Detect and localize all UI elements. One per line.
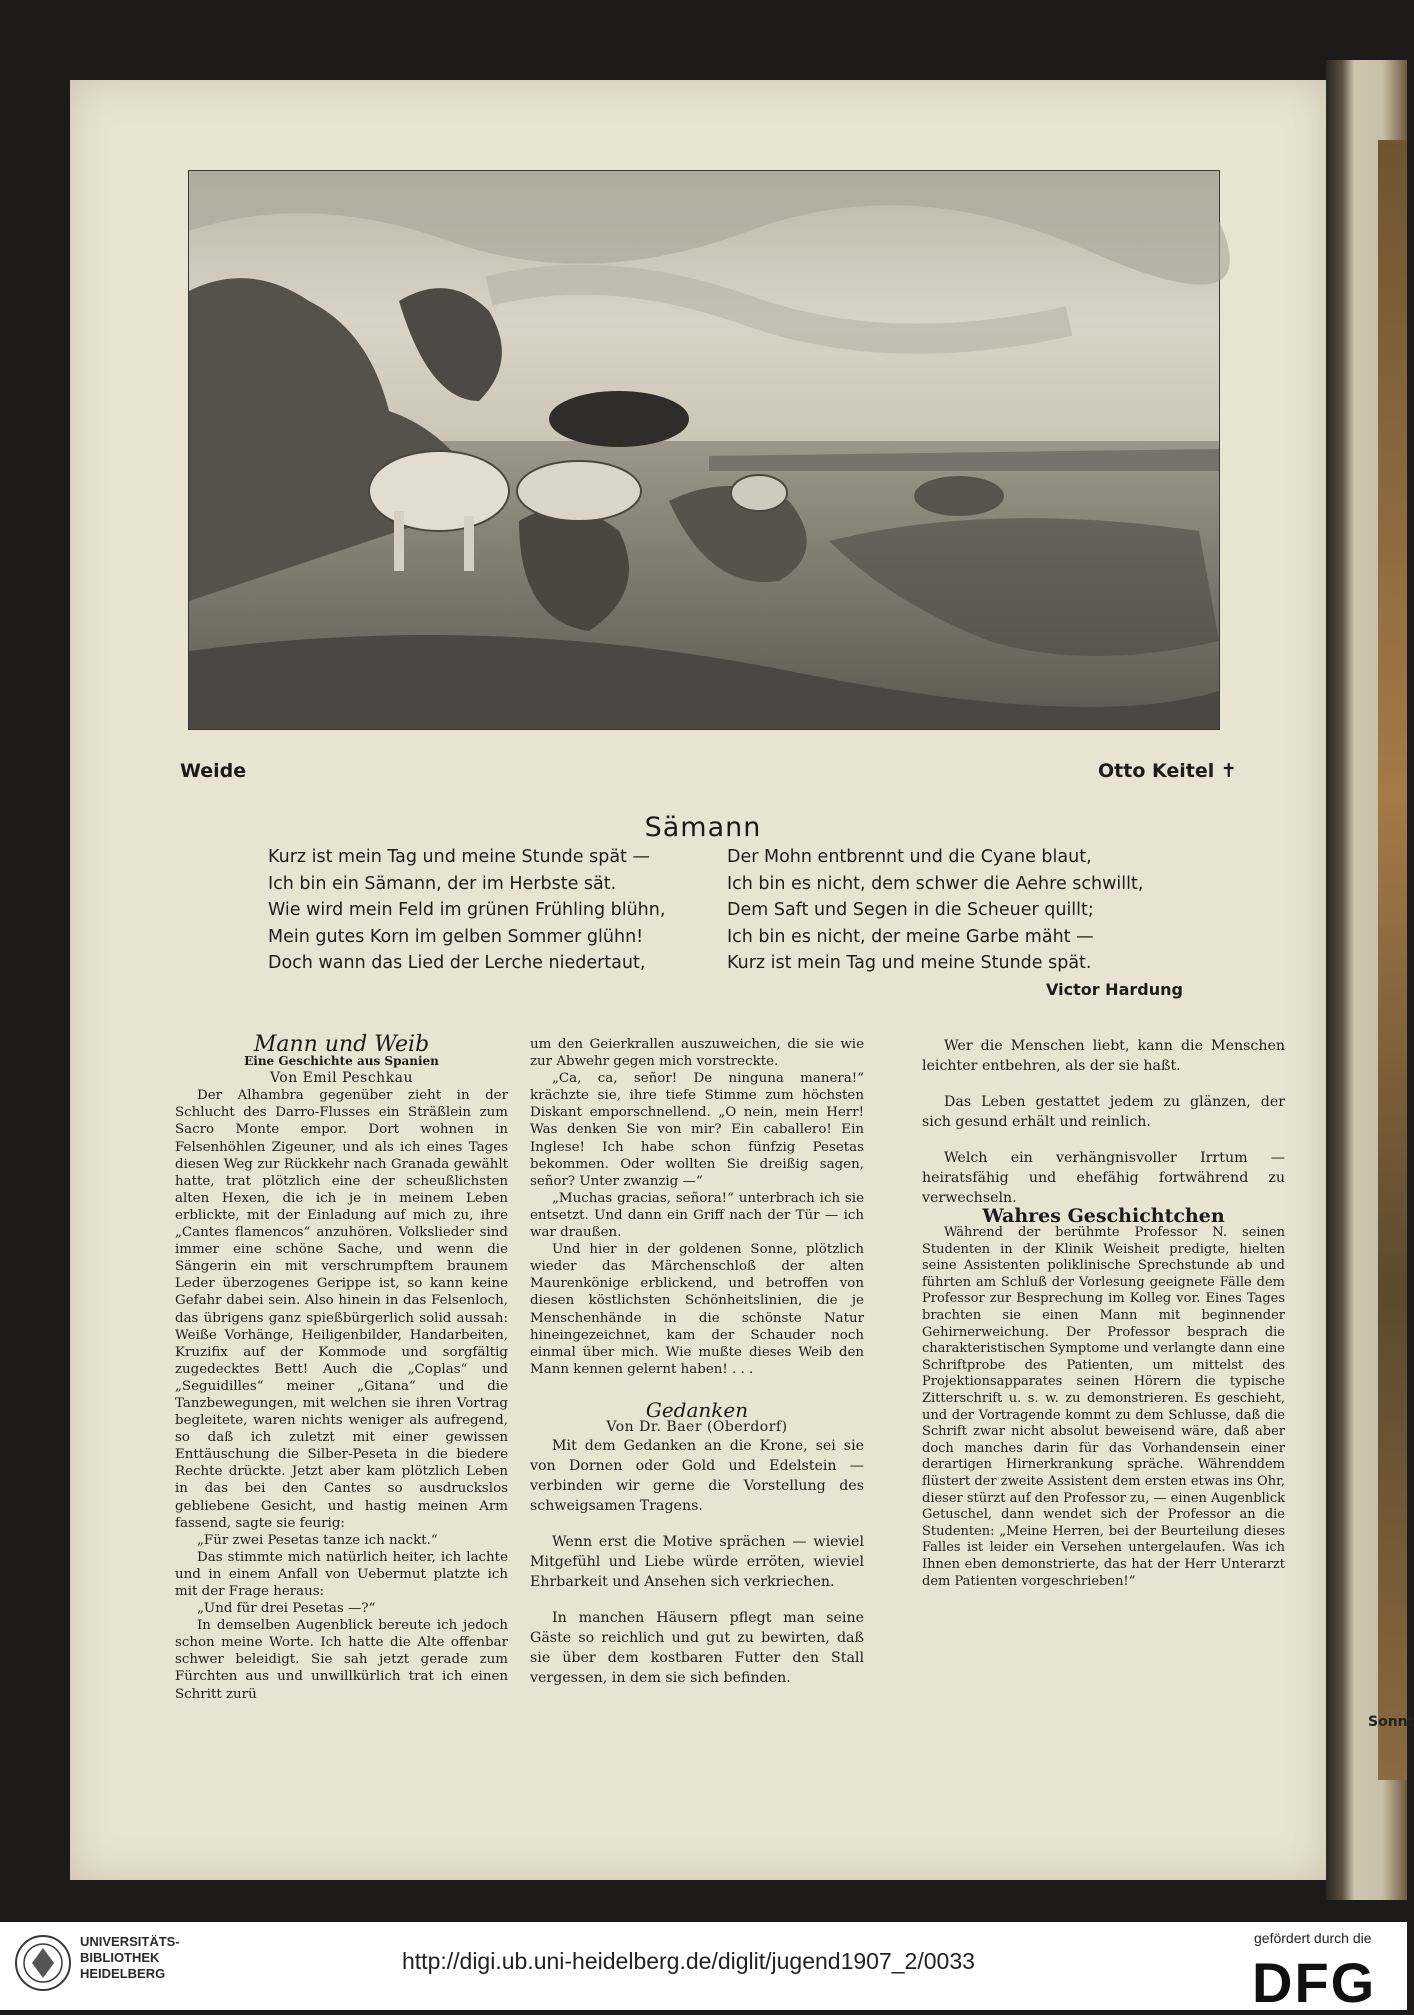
- story-paragraph: Der Alhambra gegenüber zieht in der Schlucht des Darro-Flusses ein Sträßlein zum Sacro Monte empor. Dort wohnen in Felsenhöhlen Zigeuner, und als ich eines Tages diesen Weg zur Rückkehr nach Granada gewählt hatte, trat plötzlich eine der scheußlichsten alten Hexen, die ich je in meinem Leben erblickte, mit der Einladung auf mich zu, ihre „Cantes flamencos“ anzuhören. Volkslieder sind immer eine schöne Sache, und wenn die Sängerin ein mit verschrumpftem braunem Leder überzogenes Gerippe ist, so kann keine Gefahr dabei sein. Also hinein in das Felsenloch, das übrigens ganz spießbürgerlich solid aussah: Weiße Vorhänge, Heiligenbilder, Handarbeiten, Kruzifix auf der Kommode und sorgfältig zugedecktes Bett! Auch die „Coplas“ und „Seguidilles“ meiner „Gitana“ und die Tanzbewegungen, mit welchen sie ihren Vortrag begleitete, waren nichts weniger als aufregend, so daß ich zuletzt mit einer gewissen Enttäuschung die Silber-Peseta in die biedere Rechte drückte. Jetzt aber kam plötzlich Leben in das bei den Cantes so ausdruckslos gebliebene Gesicht, und hastig meinen Arm fassend, sagte sie feurig:: [175, 1088, 508, 1531]
- funding-note: gefördert durch die: [1254, 1930, 1372, 1946]
- pasture-illustration: [188, 170, 1220, 730]
- poem-line: Mein gutes Korn im gelben Sommer glühn!: [268, 926, 644, 947]
- thought-paragraph: In manchen Häusern pflegt man seine Gäste so reichlich und gut zu bewirten, daß sie über dem kostbaren Futter den Stall vergessen, in dem sie sich befinden.: [530, 1610, 864, 1687]
- column-middle: [530, 1036, 864, 1688]
- thoughts-title: Gedanken: [645, 1397, 749, 1422]
- column-story: [175, 1032, 508, 1703]
- story-paragraph: um den Geierkrallen auszuweichen, die sie wie zur Abwehr gegen mich vorstreckte.: [530, 1037, 864, 1070]
- story-paragraph: „Muchas gracias, señora!“ unterbrach ich sie entsetzt. Und dann ein Griff nach der Tür — ich war draußen.: [530, 1190, 864, 1241]
- thoughts-byline: Von Dr. Baer (Oberdorf): [606, 1418, 788, 1435]
- anecdote-title: Wahres Geschichtchen: [982, 1205, 1225, 1227]
- facing-page-image: [1378, 140, 1407, 1780]
- story-paragraph: „Und für drei Pesetas —?“: [197, 1601, 376, 1617]
- pasture-etching: [189, 171, 1219, 729]
- thought-paragraph: Wenn erst die Motive sprächen — wieviel Mitgefühl und Liebe würde erröten, wieviel Ehrbarkeit und Ansehen sich verkriechen.: [530, 1534, 864, 1591]
- story-paragraph: „Für zwei Pesetas tanze ich nackt.“: [197, 1532, 438, 1548]
- story-paragraph: Und hier in der goldenen Sonne, plötzlich wieder das Märchenschloß der alten Maurenkönige erblickend, und betroffen von diesen köstlichsten Schönheitslinien, die je Menschenhände in die schönste Natur hineingezeichnet, kam der Schauder noch einmal über mich. Wie mußte dieses Weib den Mann kennen gelernt haben! . . .: [530, 1242, 864, 1377]
- poem-line: Der Mohn entbrennt und die Cyane blaut,: [727, 847, 1092, 867]
- poem-line: Doch wann das Lied der Lerche niedertaut,: [268, 953, 646, 973]
- poem-line: Kurz ist mein Tag und meine Stunde spät.: [727, 953, 1092, 973]
- poem-line: Wie wird mein Feld im grünen Frühling blühn,: [268, 900, 666, 920]
- poem-line: Ich bin es nicht, der meine Garbe mäht —: [727, 926, 1094, 947]
- story-title: Mann und Weib: [253, 1032, 430, 1057]
- column-right: [922, 1036, 1285, 1590]
- poem-line: Ich bin es nicht, dem schwer die Aehre schwillt,: [727, 873, 1144, 894]
- thought-paragraph: Mit dem Gedanken an die Krone, sei sie von Dornen oder Gold und Edelstein — verbinden wir gerne die Vorstellung des schweigsamen Tragens.: [530, 1438, 864, 1515]
- thought-paragraph: Welch ein verhängnisvoller Irrtum — heiratsfähig und ehefähig fortwährend zu verwechseln.: [922, 1150, 1285, 1206]
- story-paragraph: Das stimmte mich natürlich heiter, ich lachte und in einem Anfall von Uebermut platzte ich mit der Frage heraus:: [175, 1549, 508, 1599]
- poem-line: Kurz ist mein Tag und meine Stunde spät —: [268, 847, 650, 867]
- thought-paragraph: Wer die Menschen liebt, kann die Menschen leichter entbehren, als der sie haßt.: [922, 1038, 1285, 1074]
- story-paragraph: „Ca, ca, señor! De ninguna manera!“ krächzte sie, ihre tiefe Stimme zum höchsten Diskant emporschnellend. „O nein, mein Herr! Was denken Sie von mir? Ein caballero! Ein Inglese! Ich habe schon fünfzig Pesetas bekommen. Oder wollten Sie dreißig sagen, señor? Unter zwanzig —“: [530, 1071, 864, 1189]
- viewer-footer: [0, 1922, 1407, 2014]
- thought-paragraph: Das Leben gestattet jedem zu glänzen, der sich gesund erhält und reinlich.: [922, 1094, 1285, 1130]
- poem-line: Dem Saft und Segen in die Scheuer quillt;: [727, 900, 1094, 920]
- story-subtitle: Eine Geschichte aus Spanien: [244, 1054, 439, 1069]
- poem-line: Ich bin ein Sämann, der im Herbste sät.: [268, 873, 617, 894]
- poem-author: Victor Hardung: [1046, 980, 1183, 999]
- university-name: UNIVERSITÄTS- BIBLIOTHEK HEIDELBERG: [80, 1934, 180, 1981]
- poem-stanza-left: [268, 847, 665, 980]
- anecdote-paragraph: Während der berühmte Professor N. seinen Studenten in der Klinik Weisheit predigte, hielten seine Assistenten poliklinische Sprechstunde ab und führten am Schluß der Vorlesung geeignete Fälle dem Professor zur Besprechung im Kolleg vor. Eines Tages brachten sie einen Mann mit beginnender Gehirnerweichung. Der Professor besprach die charakteristischen Symptome und verlangte dann eine Schriftprobe des Patienten, um mittelst des Projektionsapparates seinen Hörern die typische Zitterschrift u. s. w. zu demonstrieren. Es geschieht, und der Vortragende kommt zu dem Schlusse, daß die Schrift zwar nicht absolut beweisend wäre, daß aber doch manches darin für das Vorhandensein einer derartigen Hirnerkrankung spräche. Währenddem flüstert der zweite Assistent dem ersten etwas ins Ohr, dieser stürzt auf den Professor zu, — einen Augenblick Getuschel, dann wendet sich der Professor an die Studenten: „Meine Herren, bei der Beurteilung dieses Falles ist leider ein Versehen untergelaufen. Was ich Ihnen eben demonstrierte, das hat der Herr Unterarzt dem Patienten vorgeschrieben!“: [922, 1225, 1285, 1589]
- permalink[interactable]: http://digi.ub.uni-heidelberg.de/diglit/jugend1907_2/0033: [402, 1948, 975, 1974]
- image-caption-title: Weide: [180, 760, 247, 782]
- story-byline: Von Emil Peschkau: [269, 1070, 414, 1087]
- facing-page-text: Sonnt: [1368, 1714, 1414, 1730]
- dfg-logo: DFG: [1252, 1951, 1377, 2014]
- story-paragraph: In demselben Augenblick bereute ich jedoch schon meine Worte. Ich hatte die Alte offenbar schwer beleidigt. Sie sah jetzt gerade zum Fürchten aus und unwillkürlich trat ich einen Schritt zurü: [175, 1618, 508, 1702]
- poem-title: Sämann: [644, 812, 762, 843]
- image-caption-artist: Otto Keitel ✝: [1098, 760, 1237, 782]
- poem-stanza-right: [727, 847, 1143, 980]
- university-seal-icon: [14, 1934, 72, 1992]
